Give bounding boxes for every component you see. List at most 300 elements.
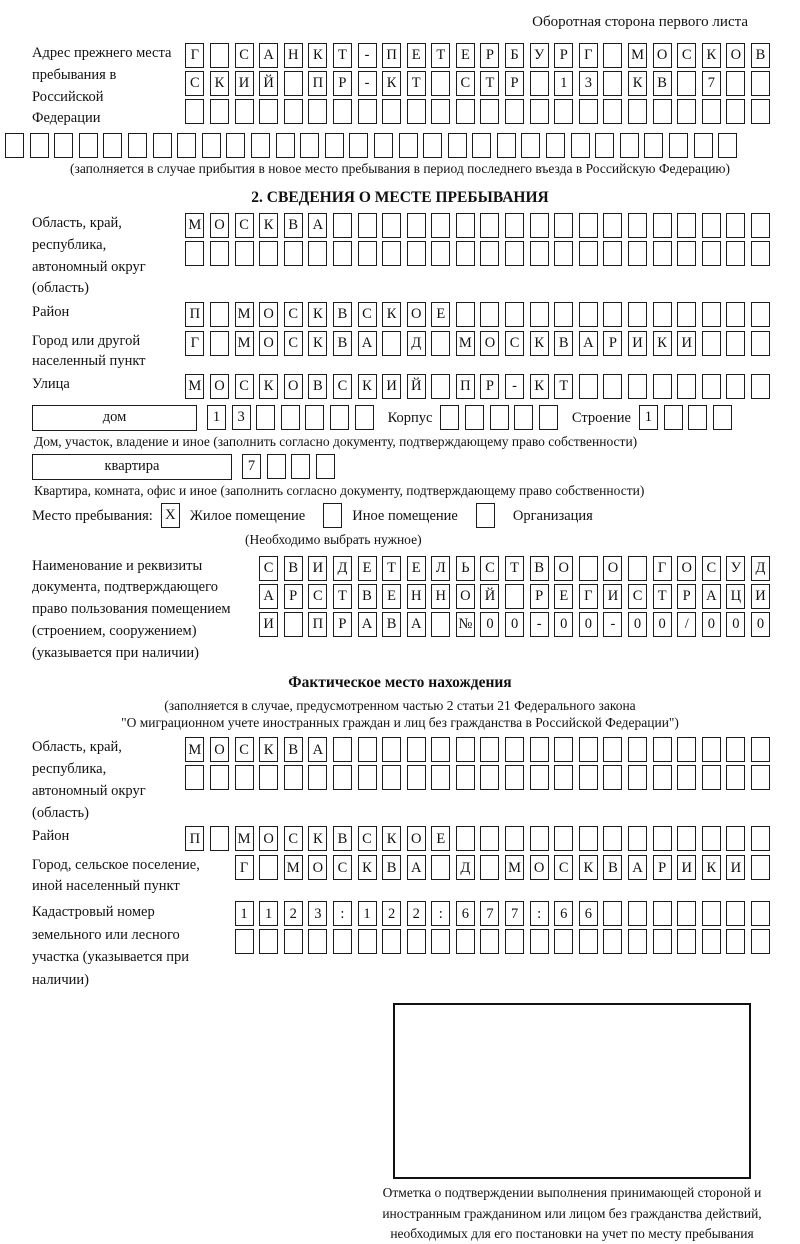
- char-cell[interactable]: 1: [235, 901, 254, 926]
- char-cell[interactable]: [210, 99, 229, 124]
- char-cell[interactable]: В: [358, 584, 377, 609]
- char-cell[interactable]: [333, 213, 352, 238]
- char-cell[interactable]: [440, 405, 459, 430]
- char-cell[interactable]: [751, 71, 770, 96]
- char-cell[interactable]: [669, 133, 688, 158]
- char-cell[interactable]: С: [235, 213, 254, 238]
- char-cell[interactable]: С: [358, 826, 377, 851]
- char-cell[interactable]: 0: [628, 612, 647, 637]
- char-cell[interactable]: [702, 765, 721, 790]
- char-cell[interactable]: В: [382, 612, 401, 637]
- char-cell[interactable]: Й: [259, 71, 278, 96]
- char-cell[interactable]: В: [284, 556, 303, 581]
- char-cell[interactable]: [259, 241, 278, 266]
- char-cell[interactable]: [267, 454, 286, 479]
- char-cell[interactable]: С: [284, 826, 303, 851]
- char-cell[interactable]: [677, 213, 696, 238]
- char-cell[interactable]: Р: [603, 331, 622, 356]
- char-cell[interactable]: [579, 99, 598, 124]
- checkbox-other-premises[interactable]: [323, 503, 342, 528]
- char-cell[interactable]: [702, 331, 721, 356]
- char-cell[interactable]: И: [308, 556, 327, 581]
- char-cell[interactable]: [726, 929, 745, 954]
- char-cell[interactable]: Г: [653, 556, 672, 581]
- char-cell[interactable]: [530, 826, 549, 851]
- char-cell[interactable]: [259, 765, 278, 790]
- char-cell[interactable]: О: [530, 855, 549, 880]
- char-cell[interactable]: [571, 133, 590, 158]
- char-cell[interactable]: [431, 737, 450, 762]
- char-cell[interactable]: Р: [530, 584, 549, 609]
- char-cell[interactable]: 6: [456, 901, 475, 926]
- char-cell[interactable]: [456, 765, 475, 790]
- char-cell[interactable]: Е: [358, 556, 377, 581]
- char-cell[interactable]: [472, 133, 491, 158]
- char-cell[interactable]: [358, 99, 377, 124]
- char-cell[interactable]: [374, 133, 393, 158]
- char-cell[interactable]: [628, 765, 647, 790]
- char-cell[interactable]: [431, 765, 450, 790]
- char-cell[interactable]: [185, 241, 204, 266]
- char-cell[interactable]: [210, 302, 229, 327]
- char-cell[interactable]: [407, 765, 426, 790]
- char-cell[interactable]: [333, 241, 352, 266]
- char-cell[interactable]: К: [308, 826, 327, 851]
- char-cell[interactable]: [664, 405, 683, 430]
- char-cell[interactable]: 7: [505, 901, 524, 926]
- char-cell[interactable]: С: [259, 556, 278, 581]
- char-cell[interactable]: [185, 765, 204, 790]
- char-cell[interactable]: [358, 737, 377, 762]
- char-cell[interactable]: М: [185, 737, 204, 762]
- char-cell[interactable]: Е: [407, 43, 426, 68]
- char-cell[interactable]: [628, 213, 647, 238]
- char-cell[interactable]: А: [628, 855, 647, 880]
- char-cell[interactable]: [702, 241, 721, 266]
- char-cell[interactable]: [653, 99, 672, 124]
- char-cell[interactable]: К: [259, 737, 278, 762]
- char-cell[interactable]: [653, 901, 672, 926]
- char-cell[interactable]: [431, 374, 450, 399]
- char-cell[interactable]: [5, 133, 24, 158]
- char-cell[interactable]: [505, 213, 524, 238]
- char-cell[interactable]: [554, 929, 573, 954]
- char-cell[interactable]: Р: [284, 584, 303, 609]
- checkbox-organization[interactable]: [476, 503, 495, 528]
- char-cell[interactable]: [653, 826, 672, 851]
- char-cell[interactable]: [333, 737, 352, 762]
- char-cell[interactable]: [480, 826, 499, 851]
- char-cell[interactable]: Т: [382, 556, 401, 581]
- char-cell[interactable]: [284, 612, 303, 637]
- char-cell[interactable]: [480, 99, 499, 124]
- char-cell[interactable]: [713, 405, 732, 430]
- char-cell[interactable]: Ь: [456, 556, 475, 581]
- char-cell[interactable]: Р: [505, 71, 524, 96]
- char-cell[interactable]: [185, 99, 204, 124]
- char-cell[interactable]: [751, 737, 770, 762]
- char-cell[interactable]: В: [333, 302, 352, 327]
- char-cell[interactable]: [726, 331, 745, 356]
- char-cell[interactable]: [505, 584, 524, 609]
- char-cell[interactable]: [505, 765, 524, 790]
- char-cell[interactable]: И: [603, 584, 622, 609]
- char-cell[interactable]: С: [702, 556, 721, 581]
- char-cell[interactable]: М: [235, 331, 254, 356]
- char-cell[interactable]: [554, 99, 573, 124]
- char-cell[interactable]: К: [382, 302, 401, 327]
- char-cell[interactable]: [628, 241, 647, 266]
- char-cell[interactable]: В: [284, 737, 303, 762]
- char-cell[interactable]: Т: [431, 43, 450, 68]
- char-cell[interactable]: А: [358, 331, 377, 356]
- char-cell[interactable]: О: [407, 302, 426, 327]
- char-cell[interactable]: [226, 133, 245, 158]
- char-cell[interactable]: С: [677, 43, 696, 68]
- char-cell[interactable]: [702, 99, 721, 124]
- char-cell[interactable]: [382, 213, 401, 238]
- char-cell[interactable]: [702, 737, 721, 762]
- char-cell[interactable]: -: [358, 43, 377, 68]
- char-cell[interactable]: [554, 826, 573, 851]
- char-cell[interactable]: С: [333, 374, 352, 399]
- char-cell[interactable]: К: [358, 855, 377, 880]
- char-cell[interactable]: В: [603, 855, 622, 880]
- char-cell[interactable]: О: [210, 374, 229, 399]
- char-cell[interactable]: [505, 929, 524, 954]
- char-cell[interactable]: [490, 405, 509, 430]
- char-cell[interactable]: [382, 99, 401, 124]
- char-cell[interactable]: [358, 241, 377, 266]
- char-cell[interactable]: Г: [185, 43, 204, 68]
- char-cell[interactable]: [448, 133, 467, 158]
- char-cell[interactable]: С: [284, 302, 303, 327]
- char-cell[interactable]: О: [210, 737, 229, 762]
- char-cell[interactable]: [554, 302, 573, 327]
- char-cell[interactable]: [407, 929, 426, 954]
- char-cell[interactable]: Р: [554, 43, 573, 68]
- char-cell[interactable]: [128, 133, 147, 158]
- char-cell[interactable]: [554, 241, 573, 266]
- char-cell[interactable]: О: [554, 556, 573, 581]
- char-cell[interactable]: [628, 374, 647, 399]
- char-cell[interactable]: К: [308, 302, 327, 327]
- char-cell[interactable]: В: [554, 331, 573, 356]
- char-cell[interactable]: [521, 133, 540, 158]
- char-cell[interactable]: [505, 302, 524, 327]
- char-cell[interactable]: М: [235, 826, 254, 851]
- char-cell[interactable]: О: [259, 826, 278, 851]
- char-cell[interactable]: О: [480, 331, 499, 356]
- char-cell[interactable]: Р: [480, 374, 499, 399]
- char-cell[interactable]: И: [751, 584, 770, 609]
- char-cell[interactable]: К: [382, 826, 401, 851]
- char-cell[interactable]: О: [284, 374, 303, 399]
- char-cell[interactable]: [431, 929, 450, 954]
- char-cell[interactable]: И: [677, 331, 696, 356]
- char-cell[interactable]: К: [628, 71, 647, 96]
- char-cell[interactable]: Т: [333, 43, 352, 68]
- char-cell[interactable]: 2: [382, 901, 401, 926]
- char-cell[interactable]: [456, 302, 475, 327]
- char-cell[interactable]: [431, 612, 450, 637]
- char-cell[interactable]: [256, 405, 275, 430]
- char-cell[interactable]: В: [333, 826, 352, 851]
- char-cell[interactable]: 0: [480, 612, 499, 637]
- char-cell[interactable]: [333, 929, 352, 954]
- char-cell[interactable]: [677, 302, 696, 327]
- char-cell[interactable]: [726, 826, 745, 851]
- char-cell[interactable]: О: [653, 43, 672, 68]
- char-cell[interactable]: Ц: [726, 584, 745, 609]
- char-cell[interactable]: [726, 737, 745, 762]
- char-cell[interactable]: [431, 241, 450, 266]
- char-cell[interactable]: К: [702, 855, 721, 880]
- char-cell[interactable]: Т: [333, 584, 352, 609]
- char-cell[interactable]: [653, 241, 672, 266]
- char-cell[interactable]: С: [505, 331, 524, 356]
- char-cell[interactable]: Й: [480, 584, 499, 609]
- char-cell[interactable]: [702, 929, 721, 954]
- char-cell[interactable]: О: [456, 584, 475, 609]
- char-cell[interactable]: Л: [431, 556, 450, 581]
- char-cell[interactable]: [751, 929, 770, 954]
- char-cell[interactable]: А: [308, 213, 327, 238]
- char-cell[interactable]: [751, 99, 770, 124]
- char-cell[interactable]: -: [530, 612, 549, 637]
- char-cell[interactable]: [702, 901, 721, 926]
- char-cell[interactable]: [726, 765, 745, 790]
- char-cell[interactable]: [677, 374, 696, 399]
- char-cell[interactable]: [480, 302, 499, 327]
- char-cell[interactable]: М: [235, 302, 254, 327]
- char-cell[interactable]: [603, 929, 622, 954]
- char-cell[interactable]: [726, 71, 745, 96]
- char-cell[interactable]: [530, 765, 549, 790]
- char-cell[interactable]: №: [456, 612, 475, 637]
- char-cell[interactable]: [751, 331, 770, 356]
- char-cell[interactable]: К: [259, 213, 278, 238]
- char-cell[interactable]: Е: [407, 556, 426, 581]
- apartment-box[interactable]: квартира: [32, 454, 232, 480]
- char-cell[interactable]: [677, 99, 696, 124]
- char-cell[interactable]: [628, 302, 647, 327]
- char-cell[interactable]: [677, 929, 696, 954]
- char-cell[interactable]: 1: [554, 71, 573, 96]
- char-cell[interactable]: [726, 374, 745, 399]
- char-cell[interactable]: [718, 133, 737, 158]
- char-cell[interactable]: Й: [407, 374, 426, 399]
- char-cell[interactable]: [382, 929, 401, 954]
- char-cell[interactable]: К: [210, 71, 229, 96]
- char-cell[interactable]: Р: [677, 584, 696, 609]
- char-cell[interactable]: [480, 241, 499, 266]
- char-cell[interactable]: [751, 374, 770, 399]
- char-cell[interactable]: [308, 765, 327, 790]
- char-cell[interactable]: К: [382, 71, 401, 96]
- char-cell[interactable]: У: [726, 556, 745, 581]
- char-cell[interactable]: И: [259, 612, 278, 637]
- char-cell[interactable]: 7: [242, 454, 261, 479]
- char-cell[interactable]: [603, 71, 622, 96]
- char-cell[interactable]: [554, 765, 573, 790]
- char-cell[interactable]: [456, 213, 475, 238]
- char-cell[interactable]: [103, 133, 122, 158]
- char-cell[interactable]: А: [407, 612, 426, 637]
- char-cell[interactable]: [399, 133, 418, 158]
- char-cell[interactable]: :: [431, 901, 450, 926]
- char-cell[interactable]: О: [677, 556, 696, 581]
- char-cell[interactable]: Р: [653, 855, 672, 880]
- char-cell[interactable]: [358, 213, 377, 238]
- char-cell[interactable]: О: [259, 331, 278, 356]
- char-cell[interactable]: П: [456, 374, 475, 399]
- char-cell[interactable]: [300, 133, 319, 158]
- char-cell[interactable]: С: [308, 584, 327, 609]
- char-cell[interactable]: О: [210, 213, 229, 238]
- char-cell[interactable]: [530, 302, 549, 327]
- char-cell[interactable]: [431, 213, 450, 238]
- char-cell[interactable]: [530, 737, 549, 762]
- char-cell[interactable]: [480, 737, 499, 762]
- char-cell[interactable]: [603, 213, 622, 238]
- char-cell[interactable]: [530, 929, 549, 954]
- char-cell[interactable]: [628, 99, 647, 124]
- char-cell[interactable]: К: [653, 331, 672, 356]
- char-cell[interactable]: [546, 133, 565, 158]
- char-cell[interactable]: П: [185, 302, 204, 327]
- char-cell[interactable]: [291, 454, 310, 479]
- char-cell[interactable]: 0: [579, 612, 598, 637]
- char-cell[interactable]: [620, 133, 639, 158]
- char-cell[interactable]: [653, 302, 672, 327]
- char-cell[interactable]: С: [456, 71, 475, 96]
- char-cell[interactable]: Р: [480, 43, 499, 68]
- char-cell[interactable]: [305, 405, 324, 430]
- char-cell[interactable]: [456, 99, 475, 124]
- char-cell[interactable]: [751, 241, 770, 266]
- char-cell[interactable]: И: [726, 855, 745, 880]
- char-cell[interactable]: Д: [333, 556, 352, 581]
- char-cell[interactable]: А: [358, 612, 377, 637]
- char-cell[interactable]: [325, 133, 344, 158]
- char-cell[interactable]: [407, 737, 426, 762]
- char-cell[interactable]: А: [579, 331, 598, 356]
- char-cell[interactable]: Д: [407, 331, 426, 356]
- char-cell[interactable]: В: [751, 43, 770, 68]
- char-cell[interactable]: [210, 241, 229, 266]
- char-cell[interactable]: [751, 213, 770, 238]
- char-cell[interactable]: [554, 213, 573, 238]
- char-cell[interactable]: [694, 133, 713, 158]
- char-cell[interactable]: В: [653, 71, 672, 96]
- char-cell[interactable]: [284, 929, 303, 954]
- char-cell[interactable]: [54, 133, 73, 158]
- char-cell[interactable]: 0: [751, 612, 770, 637]
- char-cell[interactable]: [628, 826, 647, 851]
- char-cell[interactable]: 1: [259, 901, 278, 926]
- char-cell[interactable]: [456, 929, 475, 954]
- char-cell[interactable]: С: [185, 71, 204, 96]
- char-cell[interactable]: [330, 405, 349, 430]
- char-cell[interactable]: [251, 133, 270, 158]
- char-cell[interactable]: [456, 826, 475, 851]
- char-cell[interactable]: 2: [407, 901, 426, 926]
- char-cell[interactable]: [259, 855, 278, 880]
- char-cell[interactable]: [210, 331, 229, 356]
- char-cell[interactable]: [284, 71, 303, 96]
- char-cell[interactable]: Е: [382, 584, 401, 609]
- char-cell[interactable]: 3: [308, 901, 327, 926]
- char-cell[interactable]: У: [530, 43, 549, 68]
- char-cell[interactable]: [79, 133, 98, 158]
- char-cell[interactable]: [644, 133, 663, 158]
- char-cell[interactable]: [276, 133, 295, 158]
- char-cell[interactable]: [431, 99, 450, 124]
- char-cell[interactable]: [480, 929, 499, 954]
- char-cell[interactable]: [628, 556, 647, 581]
- char-cell[interactable]: К: [530, 331, 549, 356]
- char-cell[interactable]: С: [235, 43, 254, 68]
- char-cell[interactable]: 0: [702, 612, 721, 637]
- char-cell[interactable]: 0: [505, 612, 524, 637]
- char-cell[interactable]: [316, 454, 335, 479]
- char-cell[interactable]: [579, 241, 598, 266]
- char-cell[interactable]: -: [603, 612, 622, 637]
- char-cell[interactable]: 1: [639, 405, 658, 430]
- char-cell[interactable]: [431, 331, 450, 356]
- char-cell[interactable]: М: [456, 331, 475, 356]
- char-cell[interactable]: [677, 901, 696, 926]
- char-cell[interactable]: [514, 405, 533, 430]
- char-cell[interactable]: [595, 133, 614, 158]
- char-cell[interactable]: Б: [505, 43, 524, 68]
- char-cell[interactable]: О: [407, 826, 426, 851]
- char-cell[interactable]: [431, 71, 450, 96]
- char-cell[interactable]: 6: [554, 901, 573, 926]
- char-cell[interactable]: [751, 901, 770, 926]
- char-cell[interactable]: [235, 765, 254, 790]
- char-cell[interactable]: 6: [579, 901, 598, 926]
- char-cell[interactable]: [653, 374, 672, 399]
- char-cell[interactable]: О: [308, 855, 327, 880]
- char-cell[interactable]: [702, 302, 721, 327]
- char-cell[interactable]: Т: [653, 584, 672, 609]
- char-cell[interactable]: М: [185, 374, 204, 399]
- char-cell[interactable]: [702, 826, 721, 851]
- char-cell[interactable]: [554, 737, 573, 762]
- char-cell[interactable]: [465, 405, 484, 430]
- char-cell[interactable]: [505, 241, 524, 266]
- char-cell[interactable]: [308, 241, 327, 266]
- char-cell[interactable]: [579, 929, 598, 954]
- char-cell[interactable]: [579, 737, 598, 762]
- char-cell[interactable]: [210, 43, 229, 68]
- char-cell[interactable]: [726, 241, 745, 266]
- char-cell[interactable]: [579, 765, 598, 790]
- char-cell[interactable]: О: [726, 43, 745, 68]
- char-cell[interactable]: [259, 929, 278, 954]
- char-cell[interactable]: [497, 133, 516, 158]
- char-cell[interactable]: [349, 133, 368, 158]
- char-cell[interactable]: 7: [480, 901, 499, 926]
- char-cell[interactable]: [456, 737, 475, 762]
- char-cell[interactable]: [539, 405, 558, 430]
- char-cell[interactable]: [653, 929, 672, 954]
- char-cell[interactable]: [530, 99, 549, 124]
- char-cell[interactable]: [702, 374, 721, 399]
- char-cell[interactable]: [235, 241, 254, 266]
